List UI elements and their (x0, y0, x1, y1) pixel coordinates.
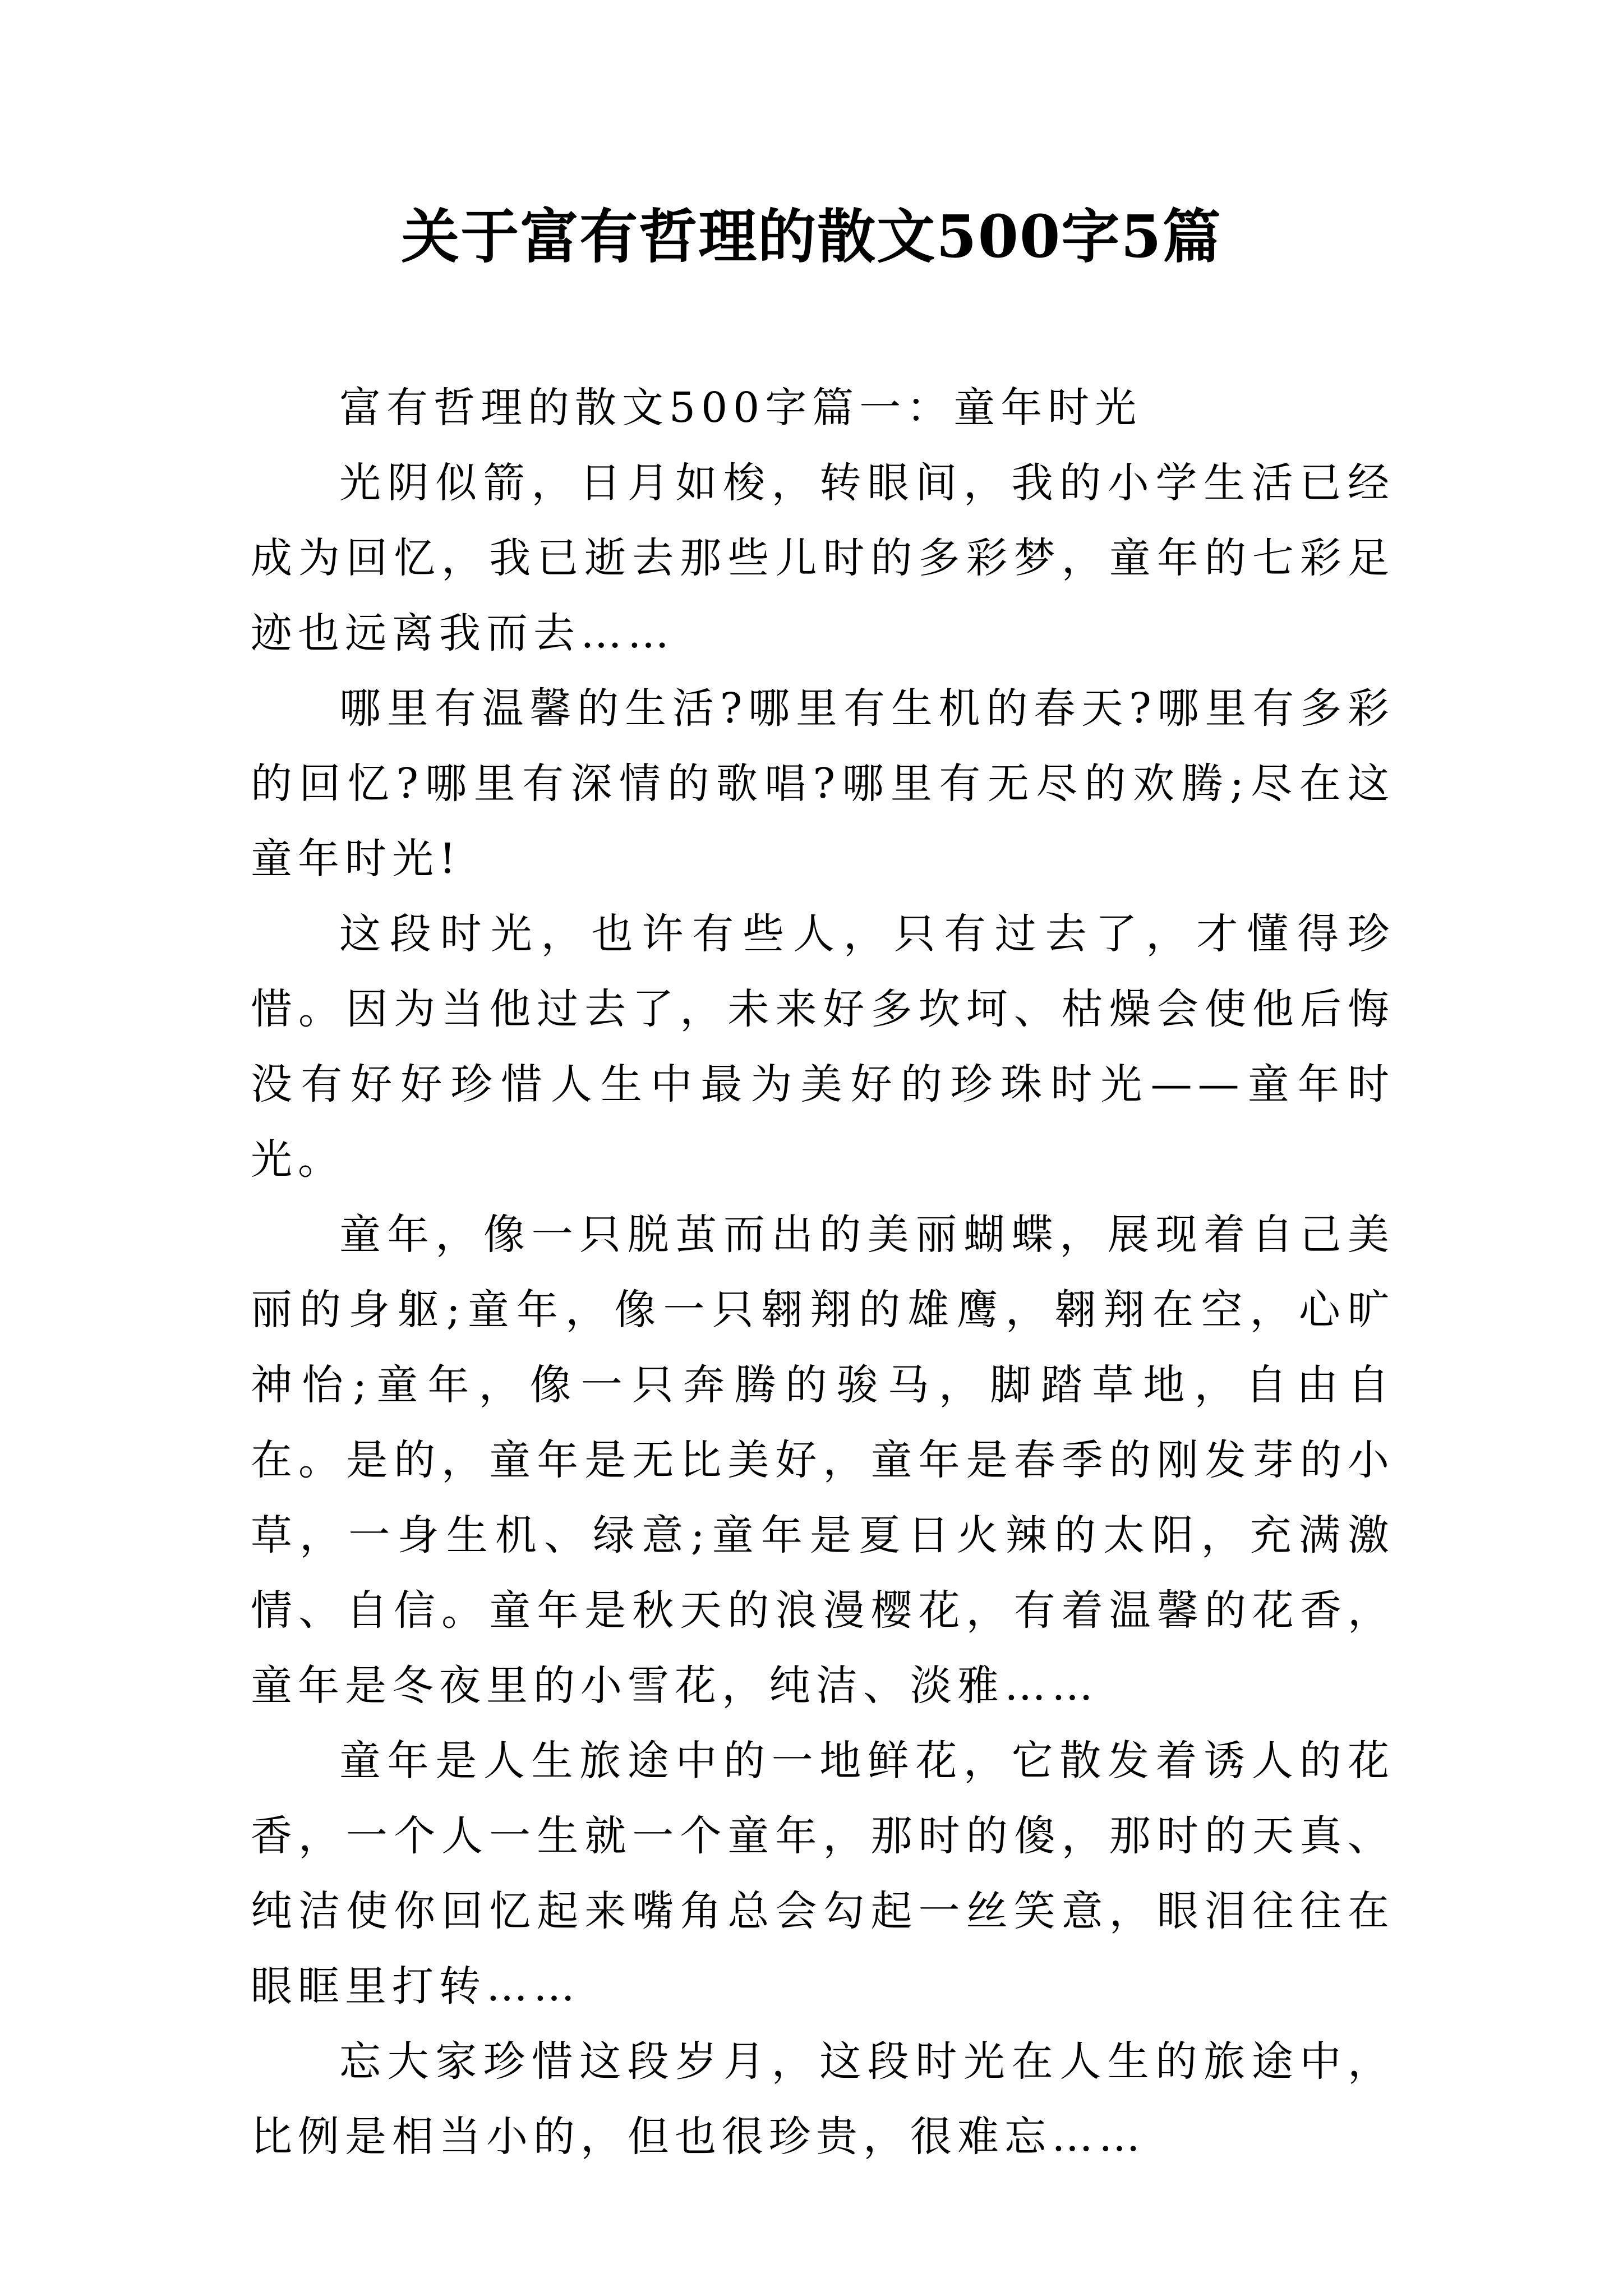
body-paragraph: 这段时光，也许有些人，只有过去了，才懂得珍惜。因为当他过去了，未来好多坎坷、枯燥会使他后悔没有好好珍惜人生中最为美好的珍珠时光——童年时光。 (251, 910, 1395, 1184)
body-paragraph: 光阴似箭，日月如梭，转眼间，我的小学生活已经成为回忆，我已逝去那些儿时的多彩梦，童年的七彩足迹也远离我而去…… (251, 459, 1395, 657)
document-body (251, 370, 1395, 2174)
body-paragraph: 童年，像一只脱茧而出的美丽蝴蝶，展现着自己美丽的身躯;童年，像一只翱翔的雄鹰，翱翔在空，心旷神怡;童年，像一只奔腾的骏马，脚踏草地，自由自在。是的，童年是无比美好，童年是春季的刚发芽的小草，一身生机、绿意;童年是夏日火辣的太阳，充满激情、自信。童年是秋天的浪漫樱花，有着温馨的花香，童年是冬夜里的小雪花，纯洁、淡雅…… (251, 1211, 1395, 1710)
body-paragraph: 童年是人生旅途中的一地鲜花，它散发着诱人的花香，一个人一生就一个童年，那时的傻，那时的天真、纯洁使你回忆起来嘴角总会勾起一丝笑意，眼泪往往在眼眶里打转…… (251, 1737, 1395, 2010)
body-paragraph: 哪里有温馨的生活?哪里有生机的春天?哪里有多彩的回忆?哪里有深情的歌唱?哪里有无尽的欢腾;尽在这童年时光! (251, 684, 1395, 883)
document-title: 关于富有哲理的散文500字5篇 (401, 202, 1222, 271)
body-paragraph: 忘大家珍惜这段岁月，这段时光在人生的旅途中，比例是相当小的，但也很珍贵，很难忘…… (251, 2037, 1395, 2161)
section-heading: 富有哲理的散文500字篇一：童年时光 (339, 384, 1142, 432)
